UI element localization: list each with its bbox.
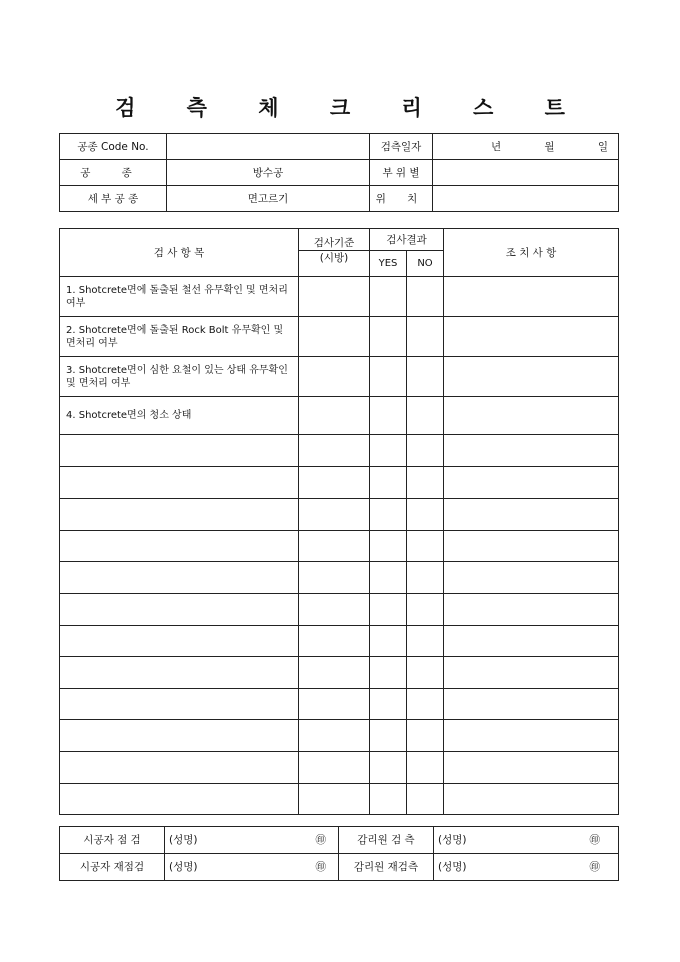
checklist-no-cell[interactable] xyxy=(407,720,444,752)
supervisor-reinspect-sign[interactable] xyxy=(434,854,619,881)
date-month: 월 xyxy=(544,140,555,153)
checklist-standard-cell[interactable] xyxy=(299,626,370,657)
checklist-yes-cell[interactable] xyxy=(370,397,407,435)
checklist-item-text xyxy=(60,594,299,626)
seal-icon: ㊞ xyxy=(589,834,600,846)
checklist-standard-cell[interactable] xyxy=(299,784,370,815)
checklist-standard-cell[interactable] xyxy=(299,720,370,752)
checklist-row xyxy=(60,499,619,531)
checklist-yes-cell[interactable] xyxy=(370,752,407,784)
header-yes: YES xyxy=(370,251,407,277)
checklist-no-cell[interactable] xyxy=(407,317,444,357)
checklist-yes-cell[interactable] xyxy=(370,594,407,626)
header-standard-sub: (시방) xyxy=(299,251,370,277)
sub-work-type-label: 세 부 공 종 xyxy=(60,186,167,212)
checklist-yes-cell[interactable] xyxy=(370,531,407,562)
checklist-no-cell[interactable] xyxy=(407,594,444,626)
checklist-no-cell[interactable] xyxy=(407,752,444,784)
contractor-recheck-label: 시공자 재점검 xyxy=(60,854,165,881)
checklist-item-text: 4. Shotcrete면의 청소 상태 xyxy=(60,397,299,435)
checklist-no-cell[interactable] xyxy=(407,784,444,815)
checklist-yes-cell[interactable] xyxy=(370,467,407,499)
name-placeholder: (성명) xyxy=(169,861,198,873)
checklist-no-cell[interactable] xyxy=(407,689,444,720)
info-table xyxy=(59,133,619,212)
checklist-action-cell[interactable] xyxy=(444,499,619,531)
checklist-action-cell[interactable] xyxy=(444,626,619,657)
checklist-no-cell[interactable] xyxy=(407,357,444,397)
checklist-no-cell[interactable] xyxy=(407,626,444,657)
checklist-standard-cell[interactable] xyxy=(299,277,370,317)
checklist-action-cell[interactable] xyxy=(444,531,619,562)
checklist-item-text xyxy=(60,657,299,689)
checklist-item-text xyxy=(60,689,299,720)
part-value[interactable] xyxy=(433,160,619,186)
checklist-row xyxy=(60,626,619,657)
location-label: 위 치 xyxy=(370,186,433,212)
seal-icon: ㊞ xyxy=(315,834,326,846)
checklist-standard-cell[interactable] xyxy=(299,531,370,562)
checklist-yes-cell[interactable] xyxy=(370,689,407,720)
name-placeholder: (성명) xyxy=(169,834,198,846)
work-code-value[interactable] xyxy=(167,134,370,160)
checklist-no-cell[interactable] xyxy=(407,499,444,531)
checklist-row xyxy=(60,397,619,435)
checklist-item-text xyxy=(60,720,299,752)
checklist-action-cell[interactable] xyxy=(444,784,619,815)
checklist-standard-cell[interactable] xyxy=(299,317,370,357)
checklist-standard-cell[interactable] xyxy=(299,467,370,499)
checklist-row xyxy=(60,435,619,467)
checklist-item-text xyxy=(60,562,299,594)
checklist-standard-cell[interactable] xyxy=(299,397,370,435)
supervisor-reinspect-label: 감리원 재검측 xyxy=(339,854,434,881)
checklist-no-cell[interactable] xyxy=(407,397,444,435)
work-code-label: 공종 Code No. xyxy=(60,134,167,160)
checklist-standard-cell[interactable] xyxy=(299,435,370,467)
seal-icon: ㊞ xyxy=(315,861,326,873)
header-no: NO xyxy=(407,251,444,277)
checklist-standard-cell[interactable] xyxy=(299,752,370,784)
name-placeholder: (성명) xyxy=(438,861,467,873)
checklist-row xyxy=(60,720,619,752)
date-year: 년 xyxy=(491,140,502,153)
checklist-item-text xyxy=(60,499,299,531)
inspection-date-label: 검측일자 xyxy=(370,134,433,160)
checklist-row xyxy=(60,467,619,499)
checklist-row xyxy=(60,784,619,815)
part-label: 부 위 별 xyxy=(370,160,433,186)
checklist-action-cell[interactable] xyxy=(444,689,619,720)
checklist-item-text xyxy=(60,784,299,815)
checklist-yes-cell[interactable] xyxy=(370,357,407,397)
checklist-yes-cell[interactable] xyxy=(370,435,407,467)
checklist-row xyxy=(60,689,619,720)
checklist-yes-cell[interactable] xyxy=(370,657,407,689)
signature-table xyxy=(59,826,619,881)
sub-work-type-value[interactable]: 면고르기 xyxy=(167,186,370,212)
checklist-no-cell[interactable] xyxy=(407,467,444,499)
checklist-item-text: 1. Shotcrete면에 돌출된 철선 유무확인 및 면처리 여부 xyxy=(60,277,299,317)
checklist-standard-cell[interactable] xyxy=(299,499,370,531)
work-type-label: 공 종 xyxy=(60,160,167,186)
contractor-recheck-sign[interactable] xyxy=(165,854,339,881)
checklist-yes-cell[interactable] xyxy=(370,562,407,594)
checklist-standard-cell[interactable] xyxy=(299,594,370,626)
header-standard: 검사기준 xyxy=(299,229,370,251)
checklist-action-cell[interactable] xyxy=(444,397,619,435)
checklist-no-cell[interactable] xyxy=(407,277,444,317)
checklist-item-text: 2. Shotcrete면에 돌출된 Rock Bolt 유무확인 및 면처리 여부 xyxy=(60,317,299,357)
checklist-no-cell[interactable] xyxy=(407,562,444,594)
checklist-table xyxy=(59,228,619,815)
checklist-action-cell[interactable] xyxy=(444,562,619,594)
checklist-no-cell[interactable] xyxy=(407,435,444,467)
checklist-action-cell[interactable] xyxy=(444,720,619,752)
checklist-row xyxy=(60,277,619,317)
checklist-row xyxy=(60,562,619,594)
checklist-action-cell[interactable] xyxy=(444,467,619,499)
supervisor-inspect-sign[interactable] xyxy=(434,827,619,854)
checklist-row xyxy=(60,357,619,397)
checklist-item-text xyxy=(60,531,299,562)
checklist-action-cell[interactable] xyxy=(444,277,619,317)
name-placeholder: (성명) xyxy=(438,834,467,846)
checklist-standard-cell[interactable] xyxy=(299,657,370,689)
header-result: 검사결과 xyxy=(370,229,444,251)
checklist-action-cell[interactable] xyxy=(444,317,619,357)
location-value[interactable] xyxy=(433,186,619,212)
checklist-standard-cell[interactable] xyxy=(299,357,370,397)
checklist-item-text xyxy=(60,626,299,657)
page-title: 검 측 체 크 리 스 트 xyxy=(115,95,587,120)
checklist-item-text xyxy=(60,435,299,467)
date-day: 일 xyxy=(597,140,608,153)
contractor-check-sign[interactable] xyxy=(165,827,339,854)
checklist-yes-cell[interactable] xyxy=(370,499,407,531)
checklist-action-cell[interactable] xyxy=(444,594,619,626)
checklist-yes-cell[interactable] xyxy=(370,720,407,752)
header-action: 조 치 사 항 xyxy=(444,229,619,277)
seal-icon: ㊞ xyxy=(589,861,600,873)
header-item: 검 사 항 목 xyxy=(60,229,299,277)
work-type-value[interactable]: 방수공 xyxy=(167,160,370,186)
checklist-item-text xyxy=(60,752,299,784)
checklist-row xyxy=(60,531,619,562)
checklist-standard-cell[interactable] xyxy=(299,689,370,720)
checklist-no-cell[interactable] xyxy=(407,531,444,562)
checklist-action-cell[interactable] xyxy=(444,357,619,397)
checklist-yes-cell[interactable] xyxy=(370,784,407,815)
checklist-yes-cell[interactable] xyxy=(370,317,407,357)
checklist-item-text: 3. Shotcrete면이 심한 요철이 있는 상태 유무확인 및 면처리 여부 xyxy=(60,357,299,397)
contractor-check-label: 시공자 점 검 xyxy=(60,827,165,854)
checklist-row xyxy=(60,752,619,784)
checklist-yes-cell[interactable] xyxy=(370,626,407,657)
checklist-standard-cell[interactable] xyxy=(299,562,370,594)
checklist-action-cell[interactable] xyxy=(444,752,619,784)
checklist-row xyxy=(60,594,619,626)
supervisor-inspect-label: 감리원 검 측 xyxy=(339,827,434,854)
checklist-item-text xyxy=(60,467,299,499)
checklist-row xyxy=(60,657,619,689)
inspection-date-field[interactable] xyxy=(433,134,619,160)
checklist-yes-cell[interactable] xyxy=(370,277,407,317)
checklist-action-cell[interactable] xyxy=(444,435,619,467)
checklist-action-cell[interactable] xyxy=(444,657,619,689)
checklist-row xyxy=(60,317,619,357)
checklist-no-cell[interactable] xyxy=(407,657,444,689)
